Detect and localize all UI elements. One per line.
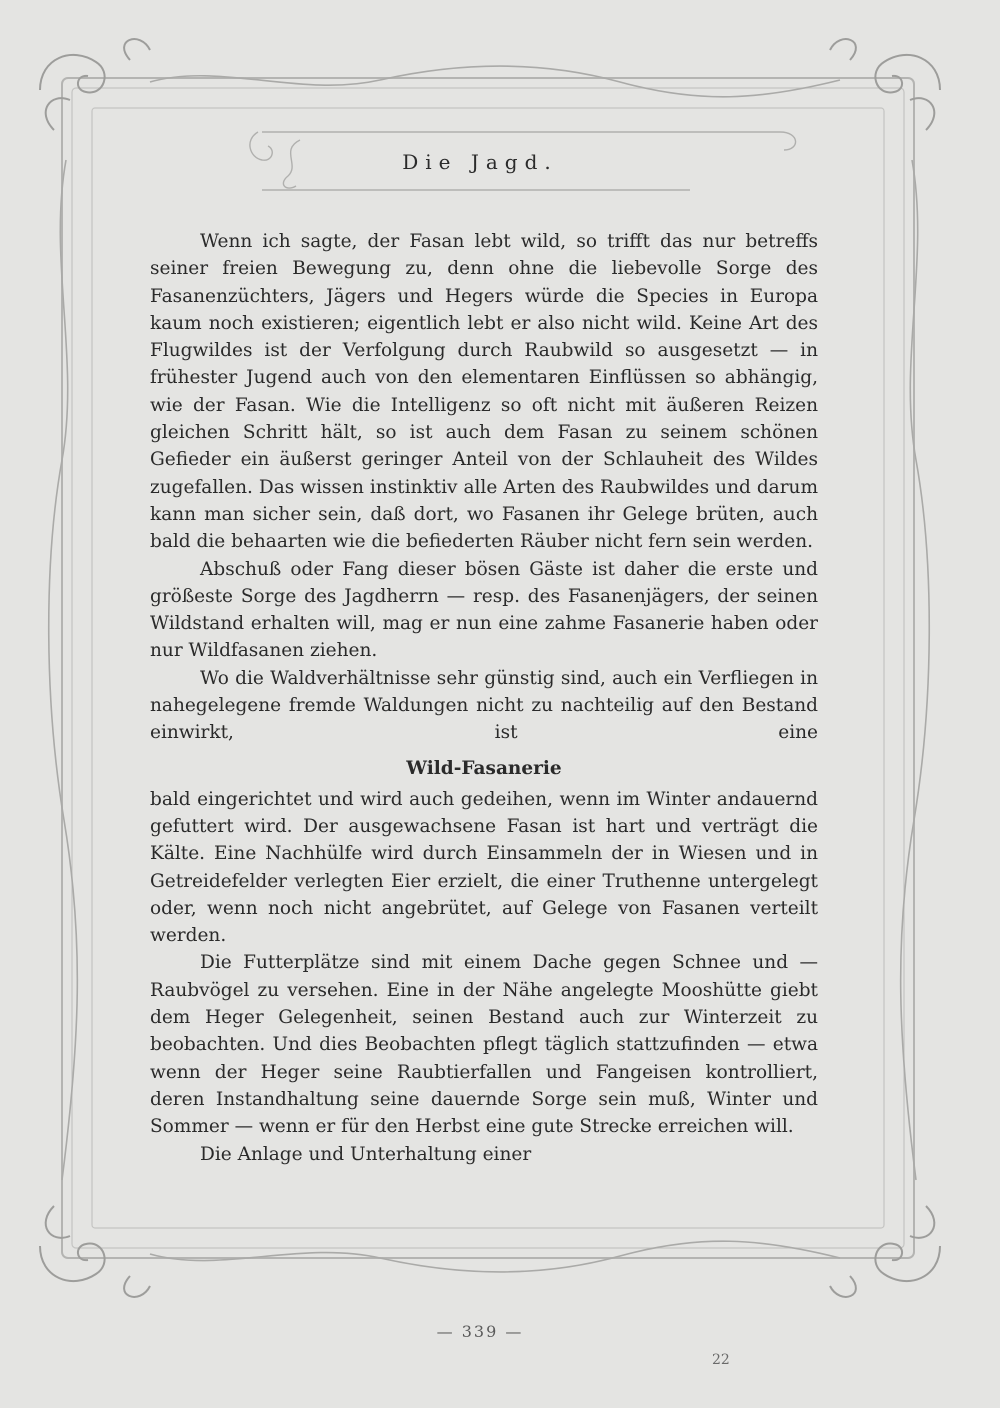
paragraph: Die Futterplätze sind mit einem Dache gegen Schnee und — Raubvögel zu versehen. Eine in der Nähe angelegte Mooshütte giebt dem Heger Gelegenheit, seinen Bestand auch zur Winterzeit zu beobachten. Und dies Beobachten pflegt täglich stattzufinden — etwa wenn der Heger seine Raubtierfallen und Fangeisen kontrolliert, deren Instandhaltung seine dauernde Sorge sein muß, Winter und Sommer — wenn er für den Herbst eine gute Strecke erreichen will. (150, 952, 818, 1138)
running-head: Die Jagd. (402, 150, 558, 174)
paragraph: bald eingerichtet und wird auch gedeihen, wenn im Winter andauernd gefuttert wird. Der ausgewachsene Fasan ist hart und verträgt die Kälte. Eine Nachhülfe wird durch Einsammeln der in Wiesen und in Getreidefelder verlegten Eier erzielt, die einer Truthenne untergelegt oder, wenn noch nicht angebrütet, auf Gelege von Fasanen verteilt werden. (150, 788, 818, 947)
body-text (150, 228, 818, 1168)
section-heading: Wild-Fasanerie (406, 757, 562, 779)
paragraph: Die Anlage und Unterhaltung einer (200, 1143, 532, 1165)
paragraph: Wo die Waldverhältnisse sehr günstig sind, auch ein Verfliegen in nahegelegene fremde Waldungen nicht zu nachteilig auf den Bestand einwirkt, ist eine (150, 667, 818, 744)
paragraph: Wenn ich sagte, der Fasan lebt wild, so trifft das nur betreffs seiner freien Bewegung zu, denn ohne die liebevolle Sorge des Fasanenzüchters, Jägers und Hegers würde die Species in Europa kaum noch existieren; eigentlich lebt er also nicht wild. Keine Art des Flugwildes ist der Verfolgung durch Raubwild so ausgesetzt — in frühester Jugend auch von den elementaren Einflüssen so abhängig, wie der Fasan. Wie die Intelligenz so oft nicht mit äußeren Reizen gleichen Schritt hält, so ist auch dem Fasan zu seinem schönen Gefieder ein äußerst geringer Anteil von der Schlauheit des Wildes zugefallen. Das wissen instinktiv alle Arten des Raubwildes und darum kann man sicher sein, daß dort, wo Fasanen ihr Gelege brüten, auch bald die behaarten wie die befiederten Räuber nicht fern sein werden. (150, 231, 818, 553)
paragraph: Abschuß oder Fang dieser bösen Gäste ist daher die erste und größeste Sorge des Jagdherrn — resp. des Fasanenjägers, der seinen Wildstand erhalten will, mag er nun eine zahme Fasanerie haben oder nur Wildfasanen ziehen. (150, 558, 818, 662)
page-number: — 339 — (436, 1322, 524, 1341)
signature-mark: 22 (712, 1352, 730, 1368)
